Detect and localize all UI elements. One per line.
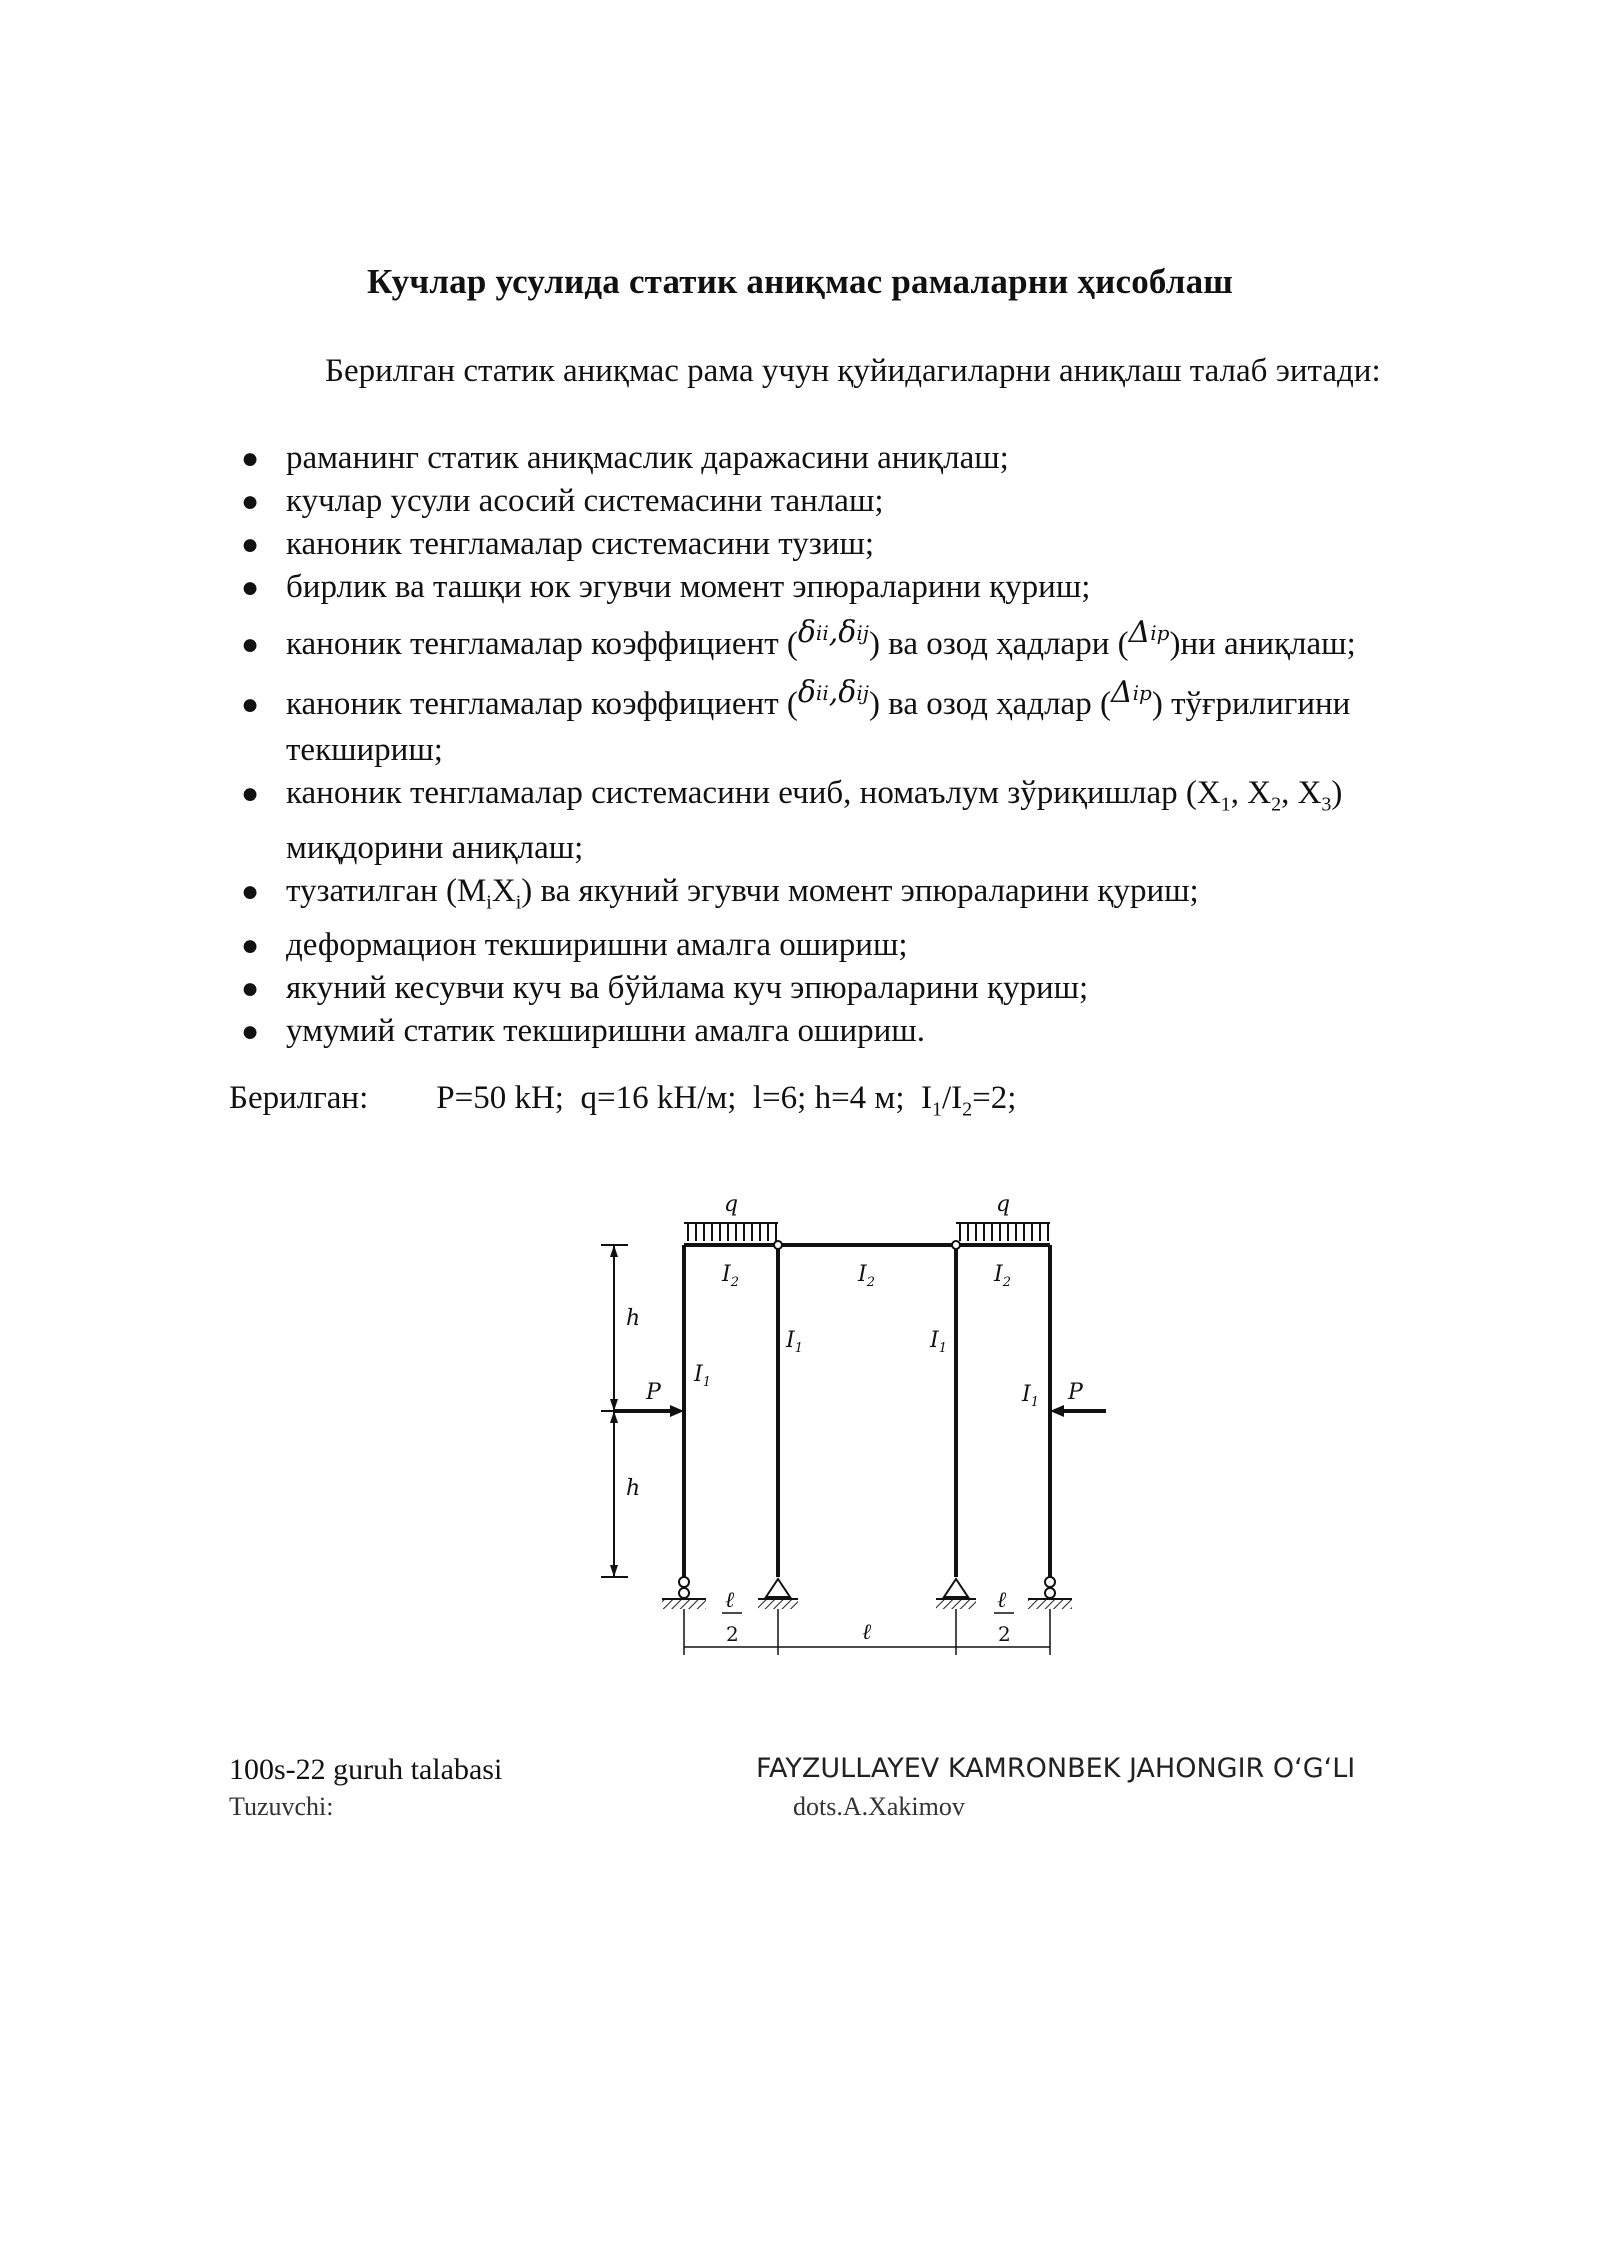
frame-diagram (586, 1185, 1116, 1685)
bullet-icon: ● (241, 442, 260, 475)
bullet-icon: ● (241, 628, 260, 661)
q-label-left: q (724, 1192, 739, 1217)
delta-ii-symbol: δii,δij (797, 675, 869, 710)
h-label-bottom: h (626, 1476, 641, 1501)
document-title: Кучлар усулида статик аниқмас рамаларни ҳисоблаш (366, 262, 1234, 301)
q-label-right: q (996, 1192, 1011, 1217)
svg-text:I2: $I_2$ (722, 1262, 739, 1290)
delta-ii-symbol: δii,δij (797, 615, 869, 650)
list-item: ● тузатилган $(M_iX_i)$ ва якуний эгувчи момент эпюраларини қуриш; (229, 870, 1459, 925)
list-item: ● раманинг статик аниқмаслик даражасини аниқлаш; (229, 437, 1459, 480)
height-dimension (601, 1245, 628, 1577)
bullet-icon: ● (241, 528, 260, 561)
list-item: ● деформацион текширишни амалга ошириш; (229, 924, 1459, 967)
l-half-left-num: ℓ (725, 1588, 735, 1613)
list-item: ● каноник тенгламалар системасини ечиб, номаълум зўриқишлар ($X_1$, $X_2$, $X_3$) миқдорини аниқлаш; (229, 772, 1459, 870)
list-item: ● умумий статик текширишни амалга ошириш. (229, 1010, 1459, 1053)
l-mid-label: ℓ (862, 1620, 872, 1645)
bullet-icon: ● (241, 874, 260, 908)
support-pinned-3 (936, 1579, 976, 1609)
list-item: ● кучлар усули асосий системасини танлаш; (229, 480, 1459, 523)
arrowhead-right (1050, 1405, 1064, 1417)
h-label-top: h (626, 1306, 641, 1331)
distributed-load-right (956, 1223, 1050, 1241)
bullet-icon: ● (241, 777, 260, 810)
list-item: ● каноник тенгламалар коэффициент (δii,δij) ва озод ҳадлари (Δip)ни аниқлаш; (229, 609, 1459, 669)
bullet-icon: ● (241, 1015, 260, 1049)
support-hinged-1 (662, 1577, 706, 1609)
svg-text:I1: $I_1$ (786, 1328, 803, 1356)
intro-text: Берилган статик аниқмас рама учун қуйидагиларни аниқлаш талаб эитади: (325, 353, 1381, 389)
compiler-label: Tuzuvchi: (229, 1792, 334, 1821)
arrowhead-left (670, 1405, 684, 1417)
intro-paragraph (229, 350, 1429, 393)
list-item: ● бирлик ва ташқи юк эгувчи момент эпюраларини қуриш; (229, 566, 1459, 609)
task-list (229, 437, 1459, 1053)
svg-text:I1: $I_1$ (694, 1362, 711, 1390)
l-half-left-den: 2 (726, 1622, 739, 1646)
bullet-icon: ● (241, 571, 260, 604)
bullet-icon: ● (241, 688, 260, 721)
compiler-name: dots.A.Xakimov (793, 1792, 965, 1821)
given-values: Берилган: P=50 kH; q=16 kH/м; l=6; h=4 м; $I_1/I_2=2$; (229, 1080, 1017, 1121)
student-name: FAYZULLAYEV KAMRONBEK JAHONGIR O‘G‘LI (756, 1753, 1356, 1784)
P-label-left: P (646, 1380, 661, 1405)
hinge (774, 1241, 782, 1249)
bullet-icon: ● (241, 972, 260, 1006)
distributed-load-left (684, 1223, 778, 1241)
list-item: ● каноник тенгламалар системасини тузиш; (229, 523, 1459, 566)
list-item: ● якуний кесувчи куч ва бўйлама куч эпюраларини қуриш; (229, 967, 1459, 1010)
given-data: P=50 kH; q=16 kH/м; l=6; h=4 м; I (436, 1080, 932, 1116)
svg-text:I1: $I_1$ (930, 1328, 947, 1356)
l-half-right-den: 2 (998, 1622, 1011, 1646)
delta-ip-symbol: Δip (1128, 615, 1170, 650)
P-label-right: P (1068, 1380, 1083, 1405)
bullet-icon: ● (241, 929, 260, 963)
bullet-icon: ● (241, 485, 260, 518)
svg-text:I1: $I_1$ (1022, 1382, 1039, 1410)
given-label: Берилган: (229, 1080, 369, 1116)
hinge (952, 1241, 960, 1249)
delta-ip-symbol: Δip (1110, 675, 1152, 710)
support-pinned-2 (758, 1579, 798, 1609)
list-item: ● каноник тенгламалар коэффициент (δii,δij) ва озод ҳадлар (Δip) тўғрилигини текшириш; (241, 675, 1351, 768)
support-hinged-4 (1028, 1577, 1072, 1609)
group-label: 100s-22 guruh talabasi (229, 1753, 503, 1786)
svg-text:I2: $I_2$ (994, 1262, 1011, 1290)
l-half-right-num: ℓ (997, 1588, 1007, 1613)
svg-text:I2: $I_2$ (858, 1262, 875, 1290)
